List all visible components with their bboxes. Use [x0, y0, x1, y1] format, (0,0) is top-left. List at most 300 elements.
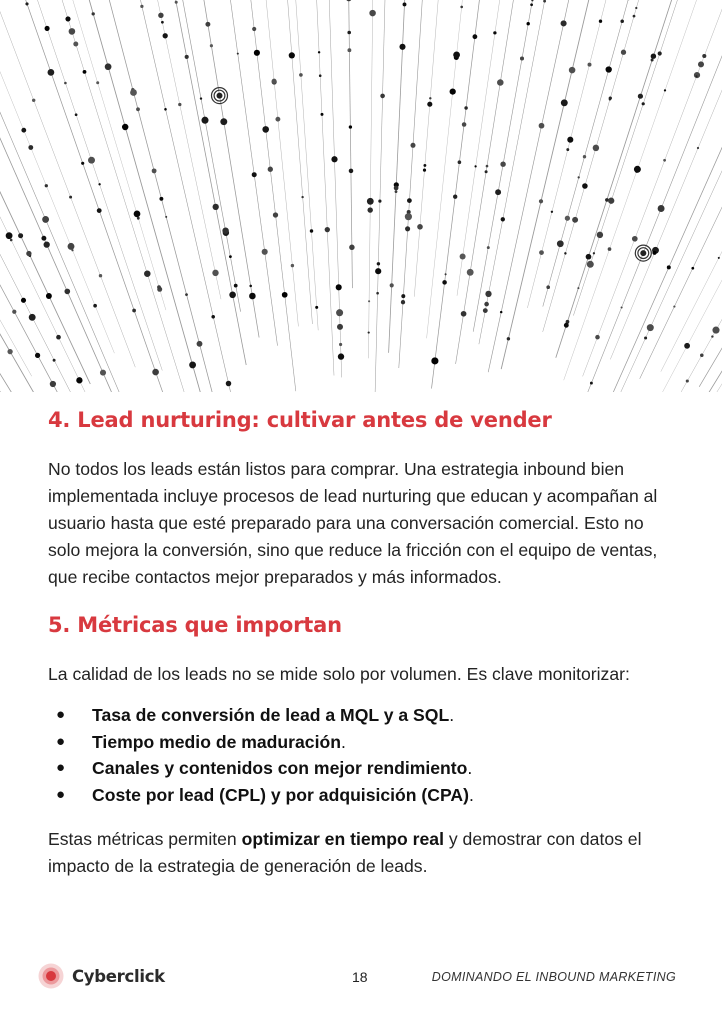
ray-dot [200, 97, 202, 99]
ray-dot [369, 10, 375, 16]
ray-dot [485, 170, 488, 173]
ray-line [0, 0, 87, 392]
ray-dot [132, 309, 136, 313]
ray-line [327, 0, 342, 377]
ray-dot [137, 217, 140, 220]
ray-dot [609, 96, 612, 99]
ray-dot [567, 137, 573, 143]
bullet-icon: ● [56, 706, 66, 723]
ray-dot [651, 53, 656, 58]
ray-dot [403, 3, 406, 6]
ray-dot [593, 145, 599, 151]
ray-dot [564, 323, 569, 328]
ray-dot [134, 211, 141, 218]
target-ring [217, 93, 223, 99]
ray-line [240, 0, 295, 391]
ray-line [0, 0, 129, 392]
ray-line [69, 0, 202, 392]
ray-dot [273, 212, 278, 217]
ray-dot [178, 103, 181, 106]
ray-dot [718, 257, 720, 259]
ray-dot [380, 94, 385, 99]
ray-dot [252, 172, 257, 177]
ray-line [414, 0, 443, 297]
ray-dot [483, 308, 488, 313]
cyberclick-logo-icon [38, 963, 64, 989]
ray-dot [493, 31, 496, 34]
bullet-icon: ● [56, 759, 66, 776]
ray-line [569, 0, 722, 392]
ray-dot [26, 251, 31, 256]
ray-dot [417, 224, 423, 230]
ray-dot [21, 128, 26, 133]
ray-dot [462, 122, 467, 127]
ray-dot [99, 274, 102, 277]
ray-dot [429, 97, 431, 99]
ray-dot [530, 3, 533, 6]
ray-dot [651, 58, 654, 61]
ray-dot [45, 184, 48, 187]
ray-line [501, 0, 597, 369]
ray-dot [53, 359, 56, 362]
ray-dot [299, 73, 303, 77]
ray-dot [229, 255, 232, 258]
document-title: DOMINANDO EL INBOUND MARKETING [431, 970, 676, 984]
ray-dot [543, 0, 546, 3]
ray-dot [222, 227, 228, 233]
ray-dot [644, 336, 647, 339]
ray-dot [301, 196, 303, 198]
ray-line [0, 0, 105, 392]
ray-dot [64, 289, 70, 295]
ray-dot [319, 74, 322, 77]
ray-dot [152, 168, 157, 173]
ray-dot [96, 81, 99, 84]
ray-dot [262, 249, 268, 255]
ray-dot [88, 157, 95, 164]
ray-line [313, 0, 334, 376]
ray-dot [229, 291, 236, 298]
ray-dot [339, 343, 342, 346]
ray-dot [520, 56, 524, 60]
ray-dot [691, 267, 694, 270]
ray-dot [336, 309, 343, 316]
ray-dot [461, 311, 467, 317]
ray-dot [338, 354, 343, 359]
ray-dot [595, 335, 600, 340]
ray-dot [539, 250, 544, 255]
ray-dot [18, 233, 23, 238]
page-footer [0, 960, 722, 1000]
ray-dot [73, 42, 78, 47]
ray-dot [122, 124, 128, 130]
metrics-list-item: ● Tasa de conversión de lead a MQL y a SQL. [48, 702, 680, 729]
ray-dot [377, 262, 380, 265]
closing-text-start: Estas métricas permiten [48, 829, 242, 849]
ray-dot [237, 53, 239, 55]
ray-dot [136, 107, 140, 111]
ray-dot [458, 160, 462, 164]
ray-dot [667, 265, 671, 269]
ray-dot [105, 63, 112, 70]
target-ring [640, 250, 646, 256]
ray-dot [583, 155, 586, 158]
ray-dot [46, 293, 52, 299]
ray-dot [64, 82, 67, 85]
ray-line [666, 38, 722, 393]
ray-dot [632, 236, 638, 242]
ray-line [0, 0, 90, 384]
ray-dot [582, 183, 588, 189]
ray-dot [486, 165, 489, 168]
ray-dot [83, 70, 87, 74]
ray-dot [606, 66, 612, 72]
ray-dot [376, 292, 379, 295]
ray-dot [21, 298, 26, 303]
ray-dot [349, 245, 354, 250]
ray-dot [92, 12, 95, 15]
ray-dot [272, 79, 277, 84]
ray-dot [158, 13, 163, 18]
ray-dot [25, 2, 28, 5]
ray-dot [185, 55, 189, 59]
ray-dot [658, 205, 665, 212]
ray-dot [310, 229, 313, 232]
bullet-icon: ● [56, 785, 66, 803]
ray-line [0, 25, 32, 376]
ray-dot [165, 216, 167, 218]
ray-dot [29, 314, 36, 321]
ray-dot [700, 354, 704, 358]
ray-dot [546, 285, 550, 289]
metric-label: Coste por lead (CPL) y por adquisición (CPA) [92, 784, 469, 805]
ray-dot [702, 54, 706, 58]
ray-dot [620, 19, 624, 23]
ray-dot [45, 26, 50, 31]
ray-dot [71, 249, 73, 251]
section-5-heading: 5. Métricas que importan [48, 613, 342, 637]
ray-line [564, 0, 710, 380]
ray-dot [65, 16, 70, 21]
ray-line [432, 0, 487, 389]
ray-dot [159, 197, 163, 201]
ray-dot [10, 239, 13, 242]
ray-dot [7, 349, 12, 354]
ray-dot [467, 269, 474, 276]
ray-dot [44, 241, 50, 247]
ray-line [610, 7, 722, 360]
ray-dot [42, 216, 49, 223]
ray-line [0, 91, 17, 392]
ray-dot [69, 196, 72, 199]
ray-line [0, 96, 33, 393]
ray-dot [621, 50, 626, 55]
ray-dot [566, 148, 569, 151]
ray-line [527, 0, 625, 308]
ray-dot [368, 300, 370, 302]
ray-line [0, 14, 114, 353]
radial-dots-graphic [0, 0, 722, 392]
ray-dot [658, 51, 662, 55]
closing-text-end: y demostrar con datos el impacto de la estrategia de generación de leads. [48, 829, 642, 876]
ray-line [473, 0, 551, 332]
ray-dot [291, 264, 294, 267]
ray-dot [698, 61, 704, 67]
ray-dot [50, 381, 56, 387]
ray-dot [347, 31, 351, 35]
ray-dot [500, 161, 505, 166]
ray-dot [621, 306, 623, 308]
ray-dot [686, 379, 689, 382]
brand-name: Cyberclick [72, 967, 165, 986]
ray-dot [252, 27, 256, 31]
ray-dot [325, 227, 330, 232]
ray-dot [539, 199, 543, 203]
ray-dot [69, 28, 76, 35]
ray-dot [336, 284, 342, 290]
ray-dot [633, 15, 636, 18]
ray-dot [268, 167, 273, 172]
ray-dot [712, 327, 719, 334]
ray-dot [289, 52, 295, 58]
ray-dot [12, 310, 16, 314]
ray-line [102, 0, 214, 392]
ray-dot [484, 302, 489, 307]
ray-line [389, 0, 409, 353]
ray-dot [254, 50, 260, 56]
ray-dot [473, 34, 478, 39]
ray-dot [410, 143, 415, 148]
ray-line [543, 0, 649, 332]
ray-dot [395, 190, 398, 193]
ray-dot [100, 370, 106, 376]
ray-dot [551, 211, 553, 213]
ray-dot [81, 162, 84, 165]
section-4-paragraph: No todos los leads están listos para comprar. Una estrategia inbound bien implementada incluye procesos de lead nurturing que educan y acompañan al usuario hasta que esté preparado para una conversación comercial. Esto no solo mejora la conversión, sino que reduce la fricción con el equipo de ventas, que recibe contactos mejor preparados y más informados. [48, 459, 658, 587]
ray-line [479, 0, 565, 344]
ray-dot [220, 118, 227, 125]
closing-text-bold: optimizar en tiempo real [241, 829, 444, 849]
metrics-list-item: ● Canales y contenidos con mejor rendimiento. [48, 755, 680, 782]
ray-dot [161, 21, 164, 24]
ray-dot [453, 52, 460, 59]
ray-dot [664, 89, 666, 91]
ray-dot [431, 357, 438, 364]
ray-dot [226, 381, 232, 387]
ray-dot [197, 341, 203, 347]
ray-dot [557, 240, 564, 247]
ray-dot [597, 232, 603, 238]
ray-dot [423, 169, 426, 172]
metrics-list [48, 702, 680, 808]
ray-dot [6, 232, 13, 239]
ray-dot [93, 304, 97, 308]
ray-dot [684, 343, 690, 349]
bullet-icon: ● [56, 732, 66, 750]
ray-dot [234, 284, 238, 288]
ray-dot [442, 280, 447, 285]
ray-dot [28, 145, 33, 150]
metric-label: Canales y contenidos con mejor rendimiento [92, 758, 468, 778]
ray-dot [32, 99, 35, 102]
ray-dot [590, 382, 593, 385]
ray-dot [697, 147, 699, 149]
ray-dot [593, 252, 595, 254]
ray-line [399, 0, 427, 368]
ray-dot [588, 63, 592, 67]
ray-dot [642, 102, 645, 105]
ray-dot [647, 324, 654, 331]
ray-dot [189, 361, 196, 368]
ray-dot [634, 166, 641, 173]
ray-dot [375, 268, 381, 274]
ray-line [0, 26, 39, 392]
ray-dot [164, 108, 167, 111]
ray-dot [318, 51, 320, 53]
ray-dot [638, 94, 643, 99]
ray-dot [97, 208, 102, 213]
ray-line [288, 0, 319, 330]
ray-dot [140, 5, 143, 8]
ray-line [140, 0, 221, 299]
ray-dot [695, 75, 697, 77]
ray-dot [56, 335, 61, 340]
ray-dot [694, 72, 700, 78]
ray-dot [608, 198, 614, 204]
hero-illustration [0, 0, 722, 392]
ray-dot [157, 285, 161, 289]
ray-dot [347, 48, 351, 52]
ray-dot [497, 79, 504, 86]
ray-dot [399, 44, 405, 50]
ray-dot [331, 156, 337, 162]
ray-dot [249, 293, 256, 300]
ray-line [260, 0, 298, 326]
ray-dot [321, 113, 324, 116]
ray-dot [315, 306, 318, 309]
ray-line [657, 46, 722, 392]
ray-dot [349, 125, 352, 128]
ray-dot [163, 33, 168, 38]
ray-dot [201, 117, 208, 124]
section-5-closing [48, 826, 680, 880]
ray-dot [378, 200, 381, 203]
ray-line [172, 0, 240, 312]
ray-dot [507, 337, 510, 340]
ray-dot [599, 20, 602, 23]
ray-dot [68, 243, 75, 250]
ray-dot [367, 207, 372, 212]
ray-dot [262, 126, 269, 133]
ray-dot [130, 89, 137, 96]
ray-dot [460, 6, 463, 9]
ray-dot [405, 213, 412, 220]
section-4-heading: 4. Lead nurturing: cultivar antes de vender [48, 408, 552, 432]
ray-dot [423, 164, 426, 167]
ray-dot [572, 217, 578, 223]
ray-dot [487, 246, 490, 249]
ray-dot [367, 198, 374, 205]
ray-dot [401, 300, 405, 304]
ray-dot [500, 311, 502, 313]
ray-line [689, 66, 722, 392]
ray-line [56, 0, 166, 310]
ray-dot [450, 88, 456, 94]
ray-dot [210, 44, 213, 47]
ray-dot [673, 306, 675, 308]
ray-line [282, 0, 312, 324]
ray-dot [464, 106, 467, 109]
ray-line [488, 0, 590, 372]
ray-dot [394, 186, 399, 191]
metric-label: Tiempo medio de maduración [92, 731, 341, 752]
ray-dot [587, 261, 594, 268]
ray-line [375, 0, 387, 392]
ray-dot [76, 377, 82, 383]
ray-dot [337, 324, 343, 330]
ray-dot [578, 176, 580, 178]
ray-dot [75, 113, 78, 116]
ray-dot [565, 216, 570, 221]
ray-dot [445, 273, 447, 275]
ray-dot [368, 332, 370, 334]
ray-dot [41, 236, 46, 241]
ray-dot [501, 217, 505, 221]
ray-dot [152, 369, 159, 376]
ray-dot [564, 252, 566, 254]
ray-dot [577, 287, 579, 289]
ray-dot [98, 183, 100, 185]
metrics-list-item: ● Coste por lead (CPL) y por adquisición (CPA). [48, 782, 680, 809]
ray-dot [405, 226, 410, 231]
ray-dot [175, 1, 178, 4]
ray-dot [495, 189, 501, 195]
section-5-intro: La calidad de los leads no se mide solo por volumen. Es clave monitorizar: [48, 664, 630, 684]
ray-dot [460, 253, 466, 259]
ray-line [368, 0, 374, 358]
ray-dot [35, 353, 40, 358]
ray-dot [586, 254, 592, 260]
ray-dot [249, 285, 252, 288]
ray-line [456, 0, 531, 364]
ray-dot [561, 99, 568, 106]
ray-line [216, 0, 277, 346]
ray-dot [144, 270, 151, 277]
ray-dot [652, 251, 656, 255]
ray-dot [453, 195, 457, 199]
ray-dot [608, 247, 612, 251]
ray-dot [485, 291, 491, 297]
ray-dot [48, 69, 55, 76]
ray-dot [569, 67, 576, 74]
ray-dot [390, 283, 394, 287]
ray-dot [185, 293, 188, 296]
page-content [48, 404, 680, 880]
ray-dot [282, 292, 288, 298]
page-number: 18 [352, 969, 368, 985]
ray-line [661, 4, 722, 372]
ray-dot [212, 270, 218, 276]
ray-line [457, 0, 511, 296]
ray-dot [711, 335, 713, 337]
metric-label: Tasa de conversión de lead a MQL y a SQL [92, 705, 450, 725]
ray-dot [474, 165, 476, 167]
ray-line [614, 0, 722, 392]
ray-line [118, 0, 234, 392]
ray-dot [531, 0, 533, 1]
ray-line [47, 0, 186, 392]
ray-line [184, 0, 259, 338]
